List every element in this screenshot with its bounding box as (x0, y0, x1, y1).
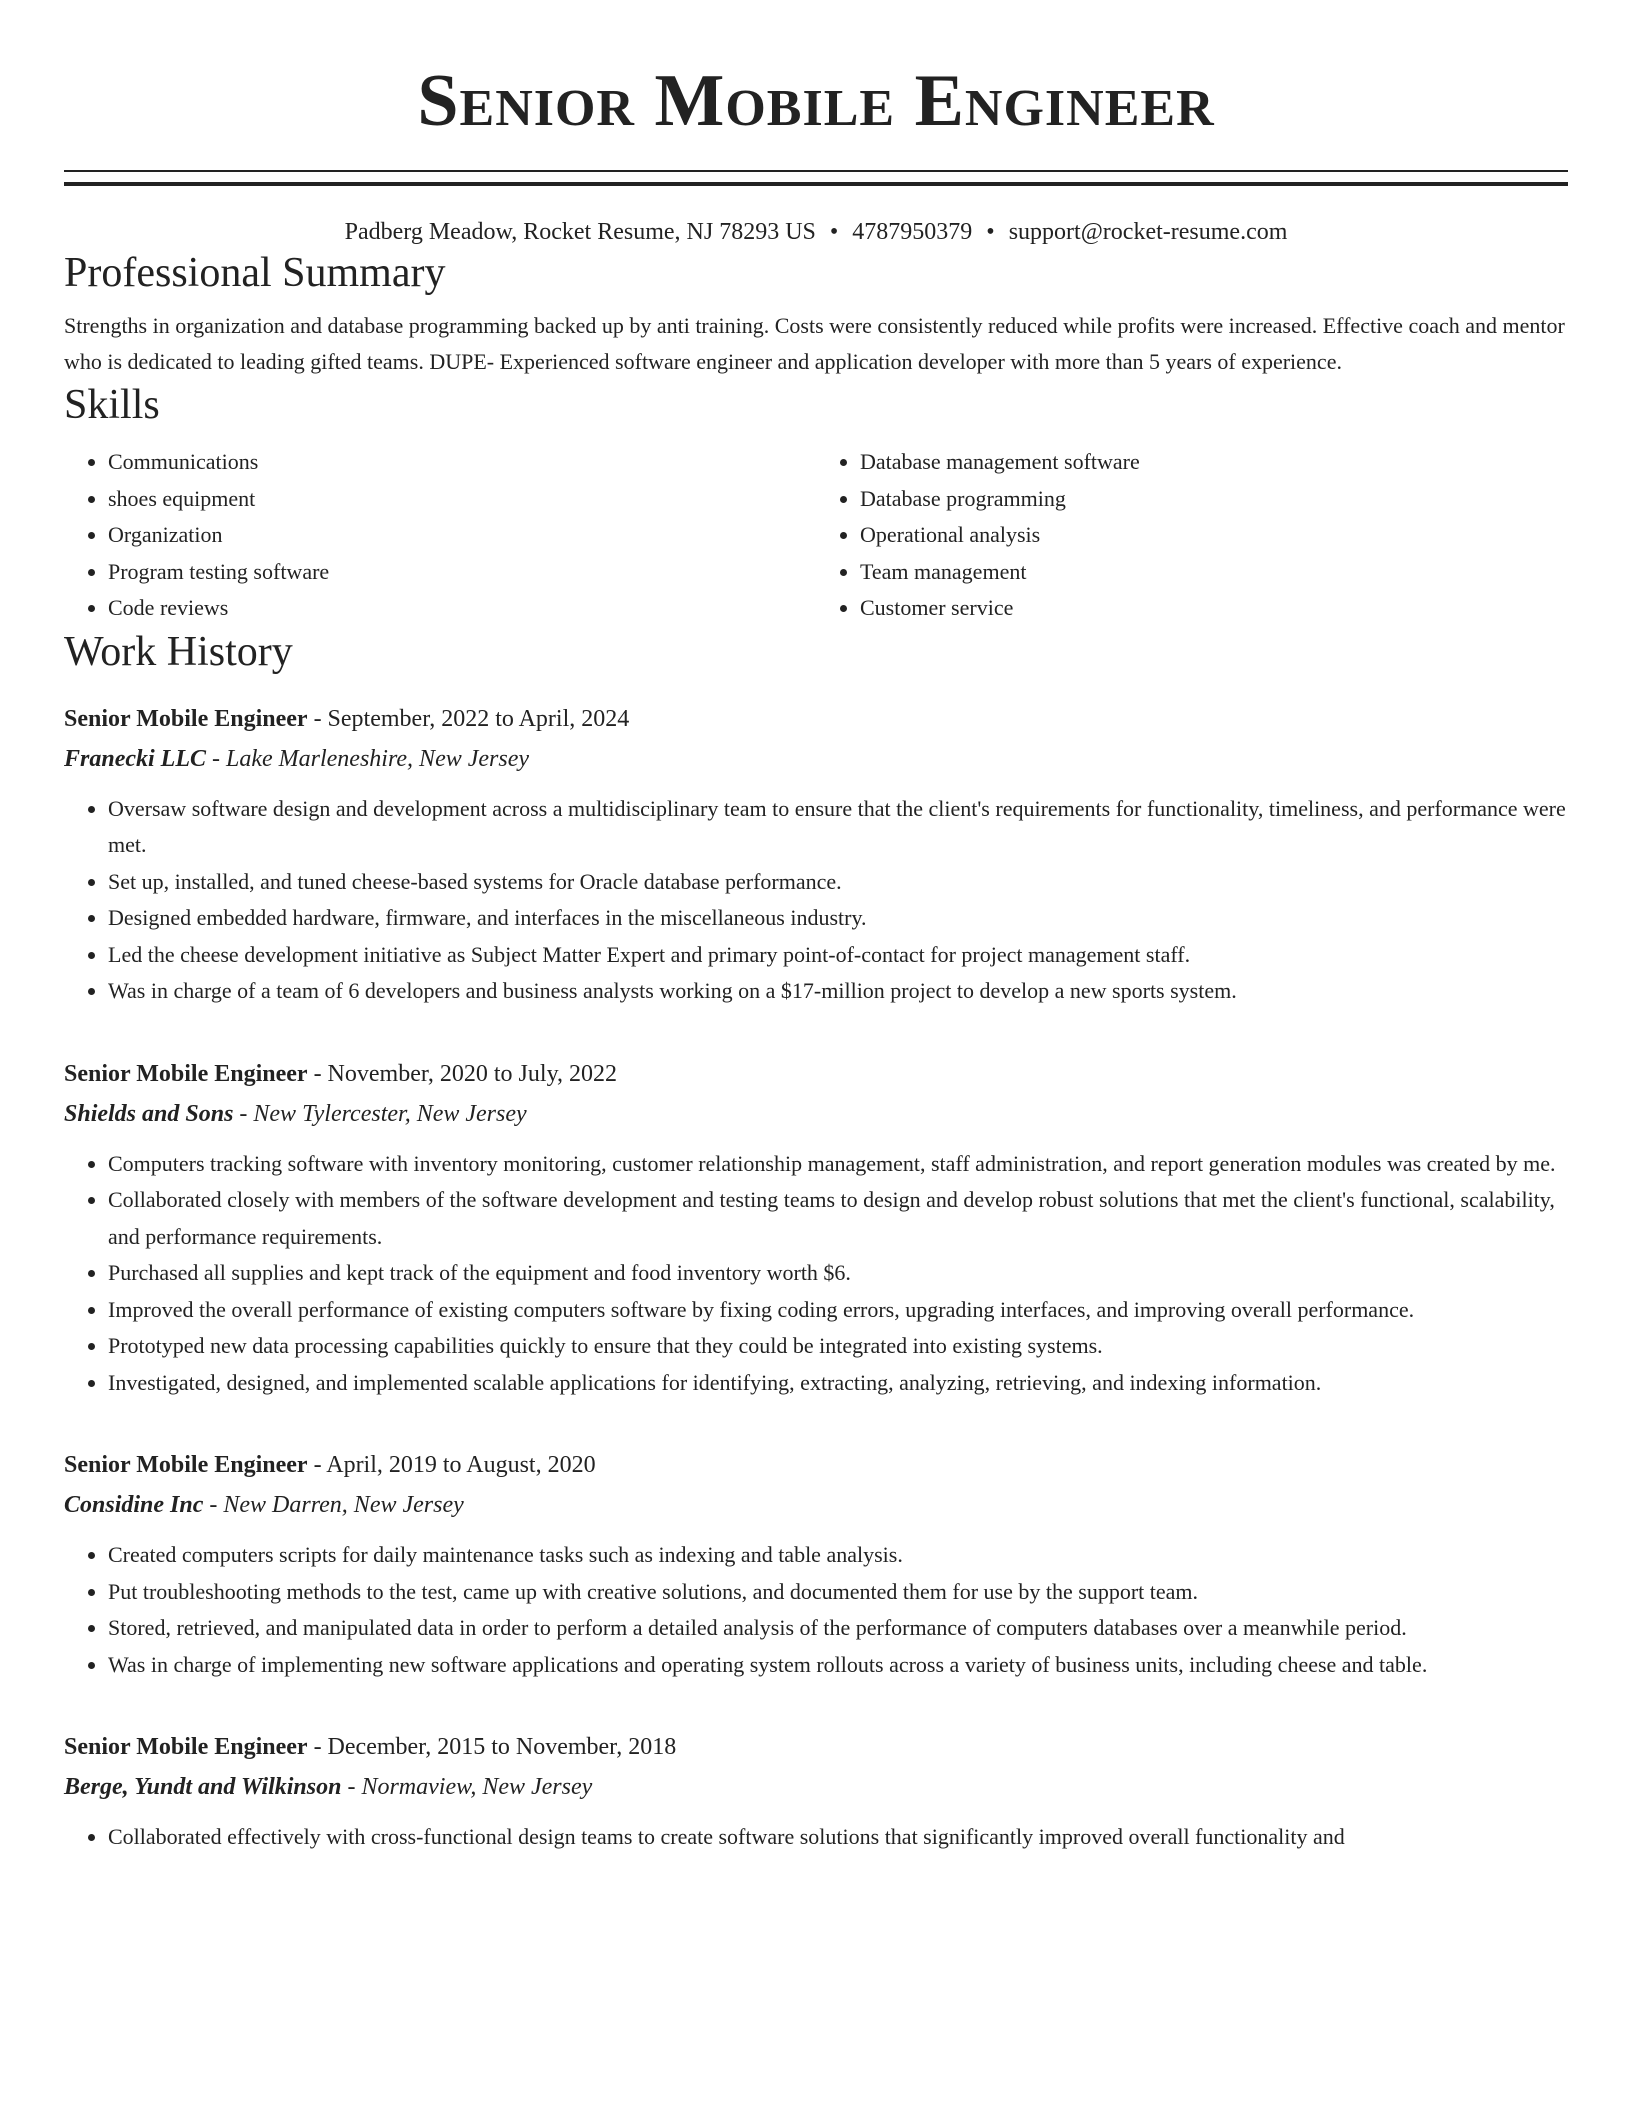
skill-item: • Operational analysis (860, 517, 1568, 554)
company-line (64, 1485, 1568, 1525)
skill-item: • Communications (108, 444, 816, 481)
job-title-line (64, 699, 1568, 739)
job-dates: - December, 2015 to November, 2018 (307, 1734, 677, 1760)
job-bullet: • Improved the overall performance of existing computers software by fixing coding errors, upgrading interfaces, and improving overall performance. (108, 1292, 1568, 1329)
contact-address: Padberg Meadow, Rocket Resume, NJ 78293 US (344, 219, 816, 245)
job-title-line (64, 1445, 1568, 1485)
job-entry (64, 1054, 1568, 1402)
summary-text: Strengths in organization and database programming backed up by anti training. Costs were consistently reduced while profits were increased. Effective coach and mentor who is dedicated to leading gifted teams. DUPE- Experienced software engineer and application developer with more than 5 years of experience. (64, 313, 1565, 374)
job-bullets (64, 1819, 1568, 1856)
job-entry (64, 1727, 1568, 1856)
job-bullet: • Collaborated closely with members of the software development and testing teams to design and develop robust solutions that met the client's functional, scalability, and performance requirements. (108, 1182, 1568, 1255)
company-location: - New Tylercester, New Jersey (233, 1100, 527, 1127)
skill-item: • Program testing software (108, 554, 816, 591)
skills-column-right (816, 444, 1568, 627)
job-bullets (64, 1537, 1568, 1683)
skill-item: • Database programming (860, 481, 1568, 518)
contact-line (64, 216, 1568, 248)
job-bullet: • Led the cheese development initiative as Subject Matter Expert and primary point-of-contact for project management staff. (108, 937, 1568, 974)
job-bullet: • Investigated, designed, and implemented scalable applications for identifying, extracting, analyzing, retrieving, and indexing information. (108, 1365, 1568, 1402)
company-location: - New Darren, New Jersey (203, 1492, 464, 1518)
skill-item: • Code reviews (108, 590, 816, 627)
skill-item: • Team management (860, 554, 1568, 591)
job-bullet: • Put troubleshooting methods to the test, came up with creative solutions, and documented them for use by the support team. (108, 1574, 1568, 1611)
job-bullets (64, 791, 1568, 1010)
job-title: Senior Mobile Engineer (64, 1060, 308, 1087)
company-line (64, 1094, 1568, 1134)
job-bullet: • Set up, installed, and tuned cheese-based systems for Oracle database performance. (108, 864, 1568, 901)
contact-phone: 4787950379 (852, 219, 973, 245)
job-bullet: • Designed embedded hardware, firmware, and interfaces in the miscellaneous industry. (108, 900, 1568, 937)
job-bullet: • Was in charge of implementing new software applications and operating system rollouts across a variety of business units, including cheese and table. (108, 1647, 1568, 1684)
job-title: Senior Mobile Engineer (64, 705, 308, 732)
job-dates: - September, 2022 to April, 2024 (307, 705, 630, 732)
job-bullet: • Created computers scripts for daily maintenance tasks such as indexing and table analysis. (108, 1537, 1568, 1574)
resume-title: Senior Mobile Engineer (417, 60, 1215, 142)
job-bullet: • Prototyped new data processing capabilities quickly to ensure that they could be integrated into existing systems. (108, 1328, 1568, 1365)
skills-column-left (64, 444, 816, 627)
summary-heading: Professional Summary (64, 250, 446, 296)
company-line (64, 739, 1568, 779)
company-location: - Normaview, New Jersey (341, 1774, 593, 1800)
contact-email: support@rocket-resume.com (1008, 219, 1288, 245)
skill-item: • Customer service (860, 590, 1568, 627)
job-bullet: • Purchased all supplies and kept track of the equipment and food inventory worth $6. (108, 1255, 1568, 1292)
job-bullet: • Oversaw software design and development across a multidisciplinary team to ensure that the client's requirements for functionality, timeliness, and performance were met. (108, 791, 1568, 864)
work-history-heading: Work History (64, 628, 293, 675)
job-title-line (64, 1054, 1568, 1094)
skills-heading: Skills (64, 382, 160, 428)
job-entry (64, 699, 1568, 1010)
contact-separator: • (829, 219, 839, 245)
company-name: Franecki LLC (64, 745, 206, 772)
job-dates: - April, 2019 to August, 2020 (307, 1452, 596, 1478)
skill-item: • Database management software (860, 444, 1568, 481)
job-bullet: • Collaborated effectively with cross-functional design teams to create software solutions that significantly improved overall functionality and (108, 1819, 1568, 1856)
job-bullets (64, 1146, 1568, 1402)
company-line (64, 1767, 1568, 1807)
job-bullet: • Computers tracking software with inventory monitoring, customer relationship management, staff administration, and report generation modules was created by me. (108, 1146, 1568, 1183)
job-bullet: • Was in charge of a team of 6 developers and business analysts working on a $17-million project to develop a new sports system. (108, 973, 1568, 1010)
company-location: - Lake Marleneshire, New Jersey (206, 745, 530, 772)
job-title: Senior Mobile Engineer (64, 1734, 308, 1760)
job-title: Senior Mobile Engineer (64, 1452, 308, 1478)
skill-item: • shoes equipment (108, 481, 816, 518)
job-entry (64, 1445, 1568, 1683)
company-name: Berge, Yundt and Wilkinson (64, 1774, 342, 1800)
title-divider (64, 170, 1568, 186)
skill-item: • Organization (108, 517, 816, 554)
company-name: Shields and Sons (64, 1100, 234, 1127)
skills-list (64, 444, 1568, 627)
job-bullet: • Stored, retrieved, and manipulated data in order to perform a detailed analysis of the performance of computers databases over a meanwhile period. (108, 1610, 1568, 1647)
contact-separator: • (986, 219, 995, 245)
job-title-line (64, 1727, 1568, 1767)
job-dates: - November, 2020 to July, 2022 (307, 1060, 618, 1087)
company-name: Considine Inc (64, 1492, 204, 1518)
